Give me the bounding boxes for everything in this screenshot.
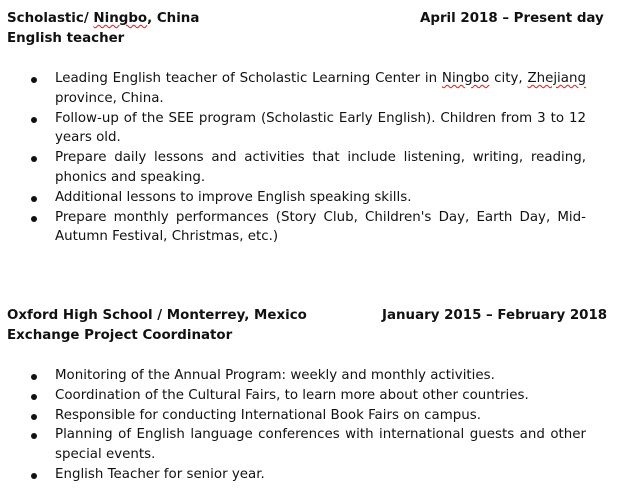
employer-country: , China [147, 11, 200, 26]
duty-list [27, 69, 586, 247]
job-title: English teacher [7, 31, 125, 46]
duty-item [27, 69, 586, 109]
employer-location [7, 9, 199, 29]
duty-city: Ningbo [441, 71, 490, 86]
bullet-icon [31, 414, 37, 420]
duty-province: Zhejiang [527, 71, 586, 86]
duty-text: Additional lessons to improve English speaking skills. [55, 189, 412, 205]
job-title: Exchange Project Coordinator [7, 328, 233, 343]
duty-item [27, 188, 586, 208]
duty-text: Planning of English language conferences with international guests and other special events. [55, 427, 586, 463]
duty-text: Monitoring of the Annual Program: weekly and monthly activities. [55, 368, 495, 383]
duty-text: city, [489, 71, 528, 86]
duty-item [27, 366, 586, 386]
bullet-icon [31, 473, 37, 479]
bullet-icon [31, 433, 37, 439]
duty-text: province, China. [55, 90, 164, 106]
duty-list [27, 366, 586, 485]
employer-name: Scholastic/ [7, 11, 94, 26]
duty-item [27, 208, 586, 248]
bullet-icon [31, 156, 37, 162]
bullet-icon [31, 374, 37, 380]
duty-text: Prepare monthly performances (Story Club, Children's Day, Earth Day, Mid-Autumn Festival, Christmas, etc.) [55, 209, 586, 245]
bullet-icon [31, 216, 37, 222]
employment-dates: January 2015 – February 2018 [382, 308, 608, 323]
duty-item [27, 425, 586, 465]
bullet-icon [31, 196, 37, 202]
duty-text: Responsible for conducting International Book Fairs on campus. [55, 407, 481, 423]
duty-text: Prepare daily lessons and activities that include listening, writing, reading, phonics and speaking. [55, 150, 586, 185]
job-header [7, 9, 604, 29]
duty-item [27, 386, 586, 406]
duty-text: Follow-up of the SEE program (Scholastic Early English). Children from 3 to 12 years old. [55, 110, 586, 146]
job-header [7, 306, 608, 326]
bullet-icon [31, 117, 37, 123]
duty-item [27, 465, 586, 485]
bullet-icon [31, 394, 37, 400]
duty-item [27, 148, 586, 188]
employment-dates: April 2018 – Present day [420, 11, 604, 26]
job-entry-oxford [7, 306, 608, 482]
duty-text: Coordination of the Cultural Fairs, to learn more about other countries. [55, 387, 529, 403]
duty-text: English Teacher for senior year. [55, 466, 265, 482]
employer-city: Ningbo [93, 11, 148, 26]
bullet-icon [31, 77, 37, 83]
duty-text: Leading English teacher of Scholastic Learning Center in [55, 71, 442, 86]
duty-item [27, 109, 586, 149]
employer-location: Oxford High School / Monterrey, Mexico [7, 308, 307, 323]
duty-item [27, 406, 586, 426]
job-entry-scholastic [7, 9, 604, 245]
